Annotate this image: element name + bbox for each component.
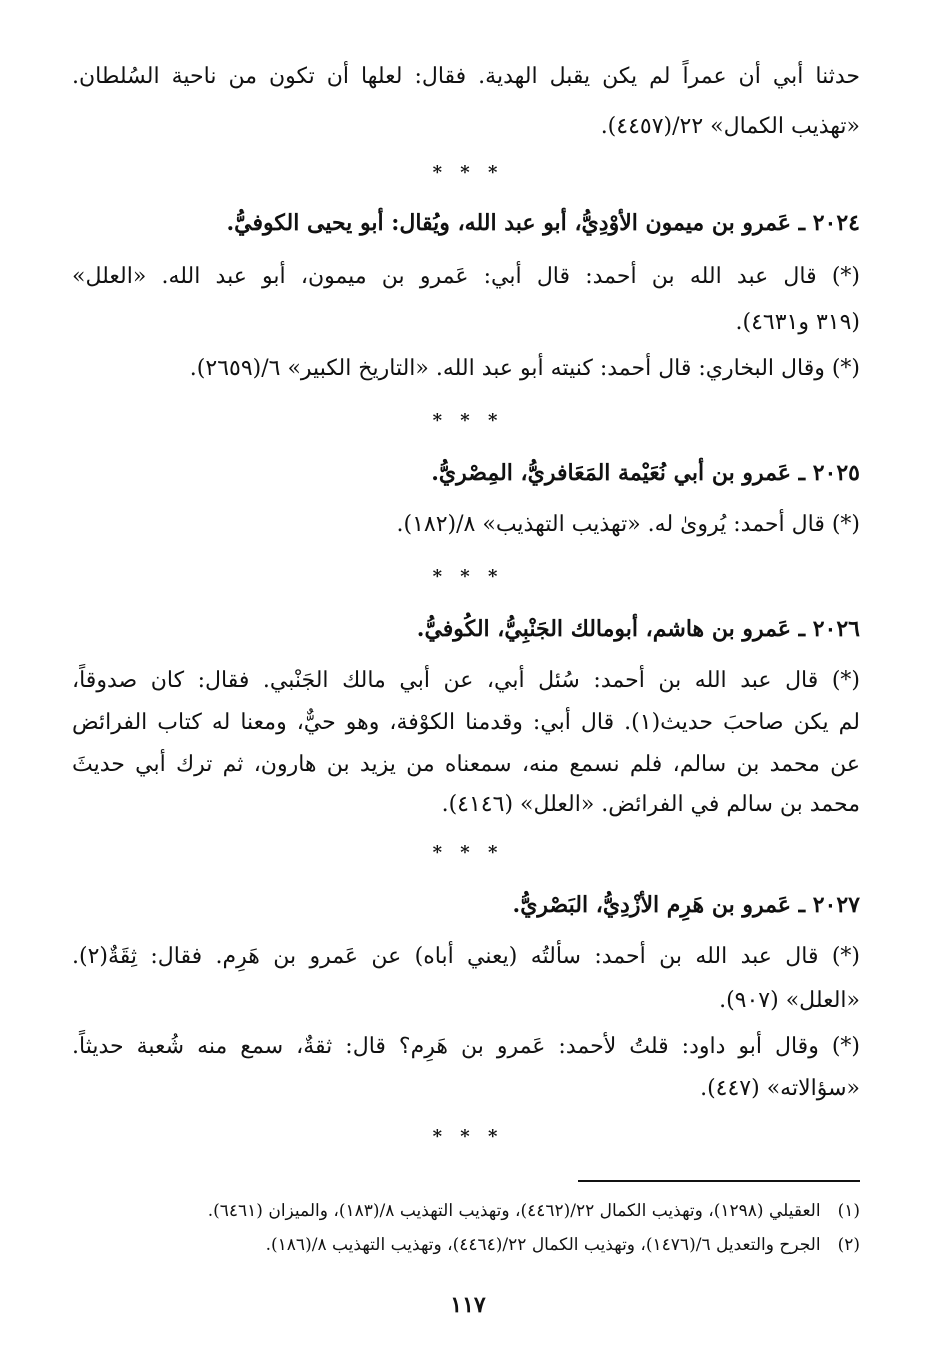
text-line: (*) وقال البخاري: قال أحمد: كنيته أبو عبد الله. «التاريخ الكبير» ٦/(٢٦٥٩). xyxy=(189,356,860,381)
section-separator: * * * xyxy=(432,566,504,587)
footnote-text: العقيلي (١٢٩٨)، وتهذيب الكمال ٢٢/(٤٤٦٢)، وتهذيب التهذيب ٨/(١٨٣)، والميزان (٦٤٦١). xyxy=(207,1201,821,1221)
text-line: «العلل» (٩٠٧). xyxy=(719,988,860,1013)
entry-heading: ٢٠٢٥ ـ عَمرو بن أبي نُعَيْمة المَعَافريُّ، المِصْريُّ. xyxy=(431,460,860,486)
footnote-text: الجرح والتعديل ٦/(١٤٧٦)، وتهذيب الكمال ٢٢/(٤٤٦٤)، وتهذيب التهذيب ٨/(١٨٦). xyxy=(265,1235,821,1255)
text-line: (*) وقال أبو داود: قلتُ لأحمد: عَمرو بن هَرِم؟ قال: ثقةٌ، سمع منه شُعبة حديثاً. xyxy=(72,1034,860,1059)
text-line: عن محمد بن سالم، فلم نسمع منه، سمعناه من يزيد بن هارون، ثم ترك أبي حديثَ xyxy=(72,752,860,777)
entry-heading: ٢٠٢٧ ـ عَمرو بن هَرِم الأزْدِيُّ، البَصْريُّ. xyxy=(512,892,860,918)
entry-heading: ٢٠٢٤ ـ عَمرو بن ميمون الأوْدِيُّ، أبو عبد الله، ويُقال: أبو يحيى الكوفيُّ. xyxy=(226,210,860,236)
text-line: محمد بن سالم في الفرائض. «العلل» (٤١٤٦). xyxy=(441,792,860,817)
footnote-rule xyxy=(578,1180,860,1182)
text-line: «تهذيب الكمال» ٢٢/(٤٤٥٧). xyxy=(600,114,860,139)
section-separator: * * * xyxy=(432,410,504,431)
text-line: (*) قال أحمد: يُروىٰ له. «تهذيب التهذيب» ٨/(١٨٢). xyxy=(396,512,860,537)
footnote-number: (٢) xyxy=(837,1235,860,1255)
entry-heading: ٢٠٢٦ ـ عَمرو بن هاشم، أبومالك الجَنْبِيُّ، الكُوفيُّ. xyxy=(416,616,860,642)
text-line: (*) قال عبد الله بن أحمد: سُئل أبي، عن أبي مالك الجَنْبي. فقال: كان صدوقاً، xyxy=(72,668,860,693)
footnote xyxy=(72,1198,860,1224)
section-separator: * * * xyxy=(432,162,504,183)
text-line: «سؤالاته» (٤٤٧). xyxy=(700,1076,860,1101)
text-line: لم يكن صاحبَ حديث(١). قال أبي: وقدمنا الكوْفة، وهو حيٌّ، ومعنا له كتاب الفرائض xyxy=(72,710,861,735)
section-separator: * * * xyxy=(432,1126,504,1147)
text-line: حدثنا أبي أن عمراً لم يكن يقبل الهدية. فقال: لعلها أن تكون من ناحية السُلطان. xyxy=(72,64,860,89)
footnote-number: (١) xyxy=(837,1201,860,1221)
text-line: (*) قال عبد الله بن أحمد: سألتُه (يعني أباه) عن عَمرو بن هَرِم. فقال: ثِقَةٌ(٢). xyxy=(72,944,860,969)
footnote xyxy=(72,1232,860,1258)
text-line: (*) قال عبد الله بن أحمد: قال أبي: عَمرو بن ميمون، أبو عبد الله. «العلل» xyxy=(72,264,860,289)
section-separator: * * * xyxy=(432,842,504,863)
text-line: (٣١٩ و٤٦٣١). xyxy=(735,310,860,335)
page-number: ١١٧ xyxy=(450,1292,486,1318)
